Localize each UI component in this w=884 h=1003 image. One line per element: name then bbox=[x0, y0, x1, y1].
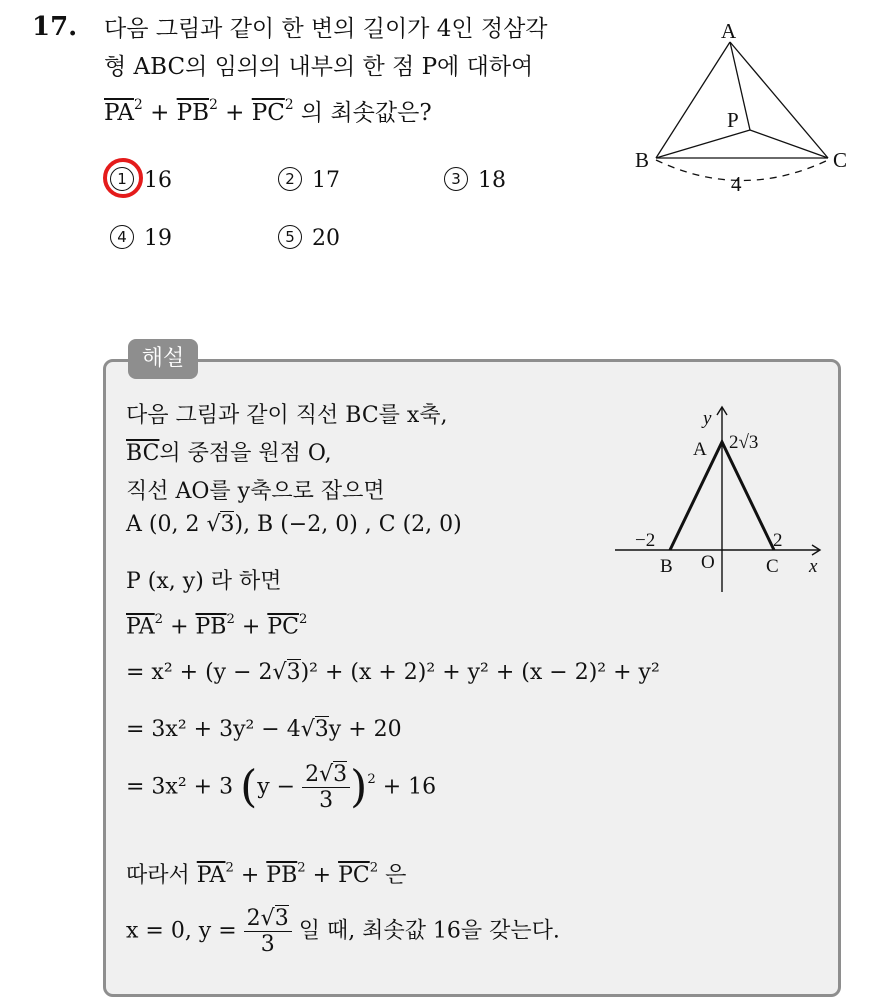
sol-line-2: $\overline{BC}$의 중점을 원점 O, bbox=[126, 441, 332, 466]
segment-pb: $\overline{PB}$ bbox=[176, 100, 210, 127]
choice-mark-icon: 5 bbox=[278, 225, 302, 249]
label-side: 4 bbox=[731, 172, 742, 196]
sol-line-4: A (0, 2 √3), B (−2, 0) , C (2, 0) bbox=[126, 512, 462, 537]
choice-mark-icon: 1 bbox=[110, 167, 134, 191]
choice-5[interactable]: 5 20 bbox=[278, 226, 340, 251]
graph-label-yval: 2√3 bbox=[729, 432, 759, 453]
sol-line-8: = 3x² + 3y² − 4√3y + 20 bbox=[126, 717, 402, 742]
choice-2[interactable]: 2 17 bbox=[278, 168, 340, 193]
sol-line-7: = x² + (y − 2√3)² + (x + 2)² + y² + (x − 2)² + y² bbox=[126, 660, 660, 685]
sol-line-1: 다음 그림과 같이 직선 BC를 x축, bbox=[126, 403, 448, 428]
question-line-3: $\overline{PA}^2 + \overline{PB}^2 + \overline{PC}^2$ 의 최솟값은? bbox=[104, 97, 432, 127]
label-b: B bbox=[635, 148, 650, 172]
sol-line-11: x = 0, y = $\frac{2√3}{3}$ 일 때, 최솟값 16을 갖는다. bbox=[126, 906, 560, 957]
segment-pc: $\overline{PC}$ bbox=[251, 100, 285, 127]
solution-tag: 해설 bbox=[128, 339, 198, 379]
label-a: A bbox=[721, 19, 737, 43]
graph-label-b: B bbox=[660, 556, 673, 577]
label-p: P bbox=[727, 108, 739, 132]
graph-label-pos2: 2 bbox=[773, 530, 783, 551]
label-c: C bbox=[833, 148, 848, 172]
coordinate-graph bbox=[605, 402, 835, 597]
sol-line-9: = 3x² + 3 (y − $\frac{2√3}{3}$ )$^2$ + 16 bbox=[126, 761, 437, 813]
sol-line-10: 따라서 $\overline{PA}^2 + \overline{PB}^2 + \overline{PC}^2$ 은 bbox=[126, 860, 407, 888]
question-number: 17. bbox=[32, 12, 78, 42]
triangle-figure bbox=[620, 15, 870, 205]
answer-mark-icon bbox=[103, 158, 143, 198]
graph-label-neg2: −2 bbox=[635, 530, 656, 551]
choice-mark-icon: 2 bbox=[278, 167, 302, 191]
choice-mark-icon: 4 bbox=[110, 225, 134, 249]
sol-line-3: 직선 AO를 y축으로 잡으면 bbox=[126, 479, 385, 504]
axis-y-label: y bbox=[703, 408, 712, 429]
segment-pa: $\overline{PA}$ bbox=[104, 100, 134, 127]
sol-line-5: P (x, y) 라 하면 bbox=[126, 569, 282, 594]
sol-line-6: $\overline{PA}^2 + \overline{PB}^2 + \overline{PC}^2$ bbox=[126, 612, 308, 640]
choice-1[interactable]: 1 16 bbox=[110, 168, 172, 193]
choice-4[interactable]: 4 19 bbox=[110, 226, 172, 251]
choice-3[interactable]: 3 18 bbox=[444, 168, 506, 193]
question-line-1: 다음 그림과 같이 한 변의 길이가 4인 정삼각 bbox=[104, 16, 548, 42]
choice-mark-icon: 3 bbox=[444, 167, 468, 191]
question-line-2: 형 ABC의 임의의 내부의 한 점 P에 대하여 bbox=[104, 54, 534, 80]
graph-label-c: C bbox=[766, 556, 779, 577]
graph-label-a: A bbox=[693, 439, 707, 460]
graph-label-o: O bbox=[701, 552, 715, 573]
axis-x-label: x bbox=[809, 556, 818, 577]
